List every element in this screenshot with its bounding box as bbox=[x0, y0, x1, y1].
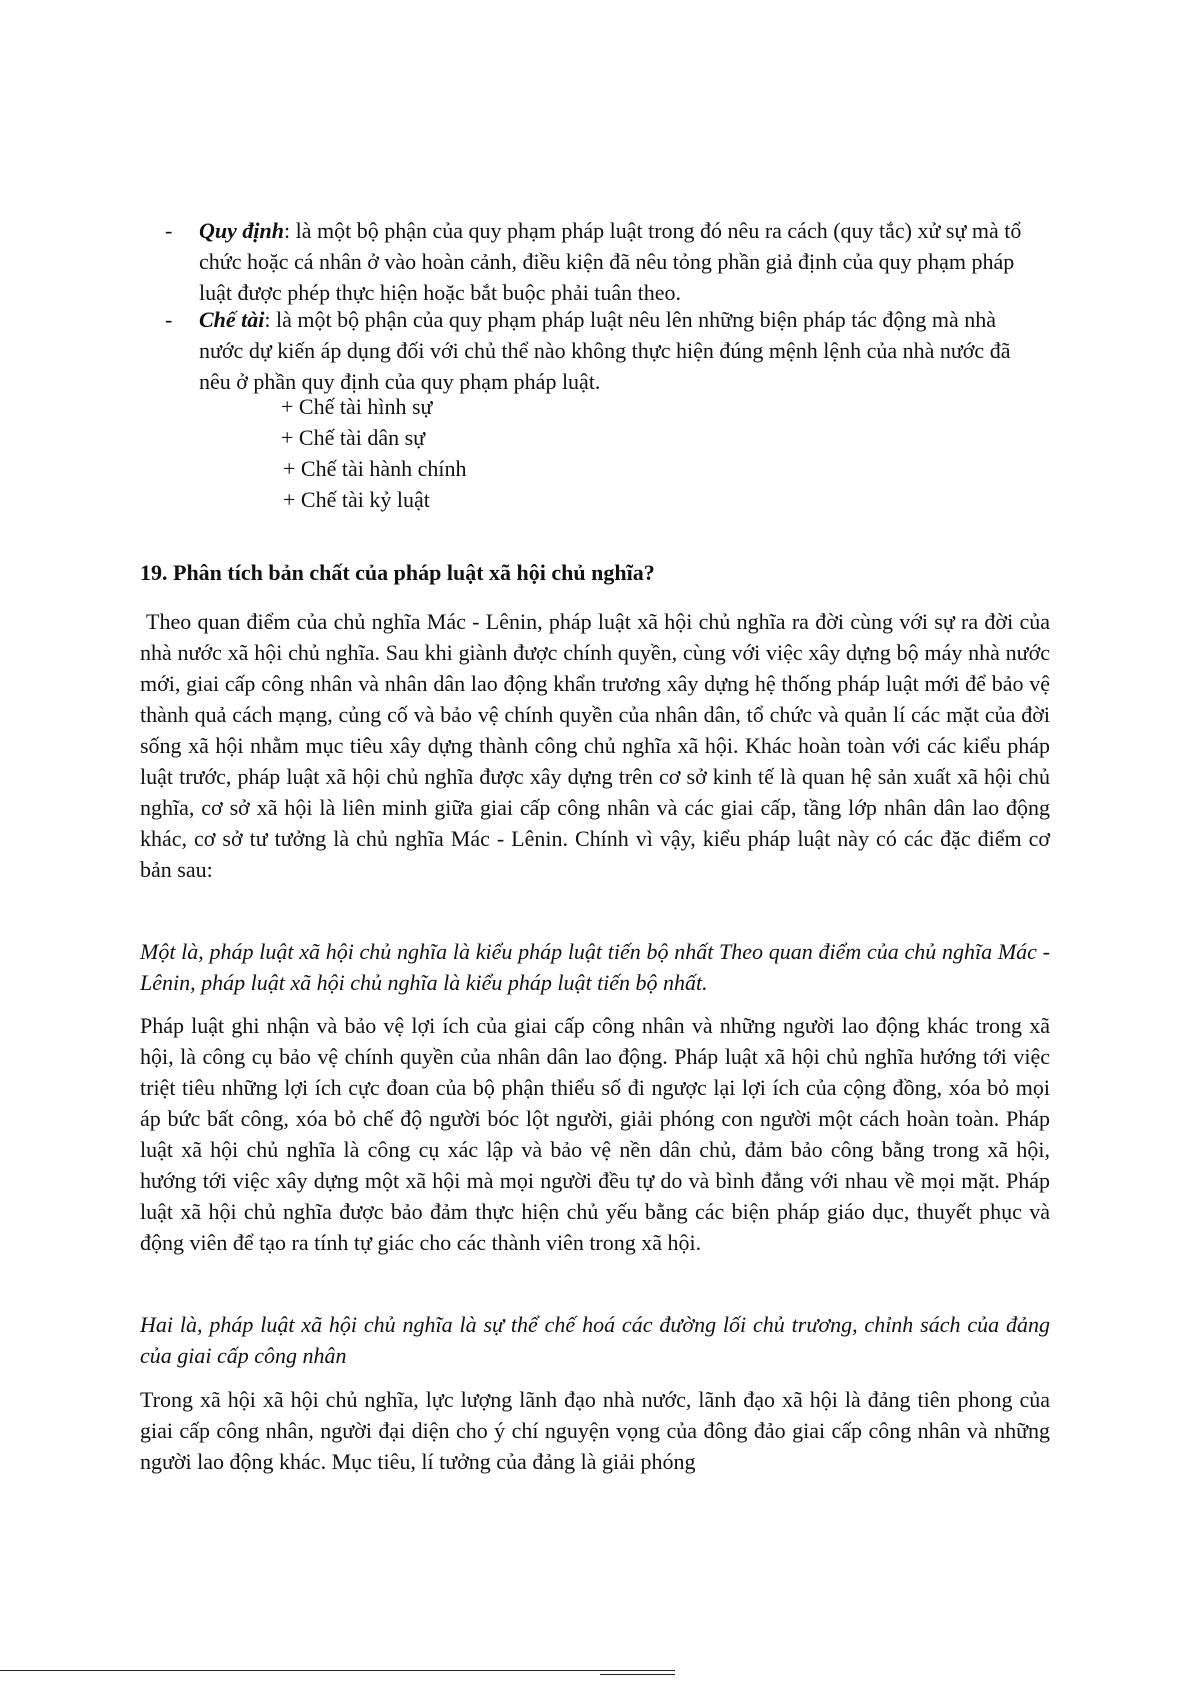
point2-body: Trong xã hội xã hội chủ nghĩa, lực lượng lãnh đạo nhà nước, lãnh đạo xã hội là đảng tiên phong của giai cấp công nhân, người đại diện cho ý chí nguyện vọng của đông đảo giai cấp công nhân và những người lao động khác. Mục tiêu, lí tưởng của đảng là giải phóng bbox=[140, 1387, 1050, 1474]
intro-paragraph: Theo quan điểm của chủ nghĩa Mác - Lênin, pháp luật xã hội chủ nghĩa ra đời cùng với sự ra đời của nhà nước xã hội chủ nghĩa. Sau khi giành được chính quyền, cùng với việc xây dựng bộ máy nhà nước mới, giai cấp công nhân và nhân dân lao động khẩn trương xây dựng hệ thống pháp luật mới để bảo vệ thành quả cách mạng, củng cố và bảo vệ chính quyền của nhân dân, tổ chức và quản lí các mặt của đời sống xã hội nhằm mục tiêu xây dựng thành công chủ nghĩa xã hội. Khác hoàn toàn với các kiểu pháp luật trước, pháp luật xã hội chủ nghĩa được xây dựng trên cơ sở kinh tế là quan hệ sản xuất xã hội chủ nghĩa, cơ sở xã hội là liên minh giữa giai cấp công nhân và các giai cấp, tầng lớp nhân dân lao động khác, cơ sở tư tưởng là chủ nghĩa Mác - Lênin. Chính vì vậy, kiểu pháp luật này có các đặc điểm cơ bản sau: bbox=[140, 609, 1050, 882]
sanction-civil: + Chế tài dân sự bbox=[281, 425, 426, 450]
point1-heading: Một là, pháp luật xã hội chủ nghĩa là kiểu pháp luật tiến bộ nhất Theo quan điểm của chủ nghĩa Mác - Lênin, pháp luật xã hội chủ nghĩa là kiểu pháp luật tiến bộ nhất. bbox=[140, 939, 1050, 995]
term-quy-dinh: Quy định bbox=[199, 218, 284, 243]
point1-body: Pháp luật ghi nhận và bảo vệ lợi ích của giai cấp công nhân và những người lao động khác trong xã hội, là công cụ bảo vệ chính quyền của nhân dân lao động. Pháp luật xã hội chủ nghĩa hướng tới việc triệt tiêu những lợi ích cực đoan của bộ phận thiểu số đi ngược lại lợi ích của cộng đồng, xóa bỏ mọi áp bức bất công, xóa bỏ chế độ người bóc lột người, giải phóng con người một cách hoàn toàn. Pháp luật xã hội chủ nghĩa là công cụ xác lập và bảo vệ nền dân chủ, đảm bảo công bằng trong xã hội, hướng tới việc xây dựng một xã hội mà mọi người đều tự do và bình đẳng với nhau về mọi mặt. Pháp luật xã hội chủ nghĩa được bảo đảm thực hiện chủ yếu bằng các biện pháp giáo dục, thuyết phục và động viên để tạo ra tính tự giác cho các thành viên trong xã hội. bbox=[140, 1013, 1050, 1255]
sanction-disciplinary: + Chế tài kỷ luật bbox=[283, 487, 430, 512]
definition-che-tai: : là một bộ phận của quy phạm pháp luật nêu lên những biện pháp tác động mà nhà nước dự kiến áp dụng đối với chủ thể nào không thực hiện đúng mệnh lệnh của nhà nước đã nêu ở phần quy định của quy phạm pháp luật. bbox=[199, 307, 1011, 394]
bullet-quy-dinh bbox=[165, 215, 1045, 308]
point2-heading: Hai là, pháp luật xã hội chủ nghĩa là sự thể chế hoá các đường lối chủ trương, chỉnh sách của đảng của giai cấp công nhân bbox=[140, 1312, 1050, 1368]
definition-quy-dinh: : là một bộ phận của quy phạm pháp luật trong đó nêu ra cách (quy tắc) xử sự mà tổ chức hoặc cá nhân ở vào hoàn cảnh, điều kiện đã nêu tỏng phần giả định của quy phạm pháp luật được phép thực hiện hoặc bắt buộc phải tuân theo. bbox=[199, 218, 1022, 305]
sanction-criminal: + Chế tài hình sự bbox=[281, 394, 433, 419]
bullet-dash: - bbox=[165, 307, 173, 332]
bullet-che-tai bbox=[165, 304, 1045, 397]
footer-rule-short bbox=[600, 1674, 675, 1675]
question-heading: 19. Phân tích bản chất của pháp luật xã hội chủ nghĩa? bbox=[140, 560, 655, 585]
footer-rule bbox=[0, 1670, 675, 1671]
sanction-administrative: + Chế tài hành chính bbox=[283, 456, 467, 481]
term-che-tai: Chế tài bbox=[199, 307, 265, 332]
bullet-dash: - bbox=[165, 218, 173, 243]
